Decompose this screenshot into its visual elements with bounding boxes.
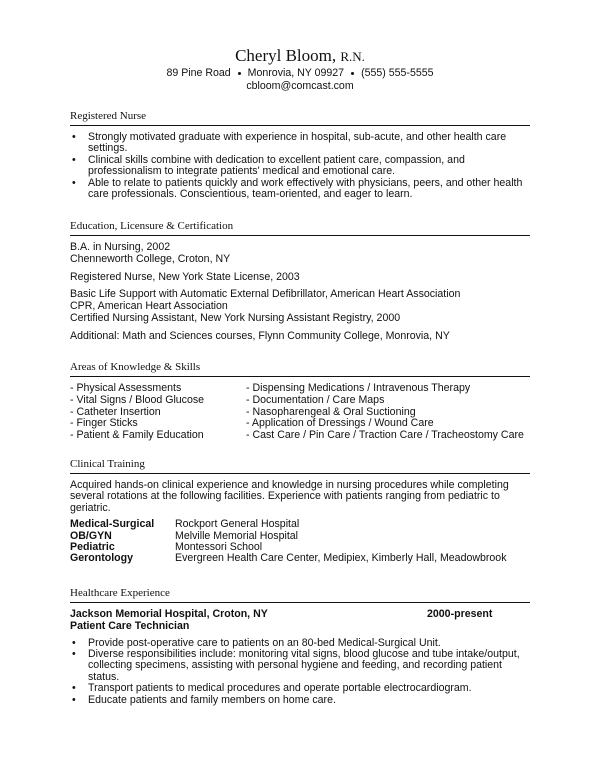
phone: (555) 555-5555: [361, 67, 434, 79]
training-row: [70, 553, 530, 564]
skill-item: - Dispensing Medications / Intravenous Therapy: [246, 382, 471, 394]
section-title: Education, Licensure & Certification: [70, 220, 530, 236]
rotation-facility: Montessori School: [175, 541, 263, 554]
training-row: [70, 519, 530, 530]
certification: Certified Nursing Assistant, New York Nursing Assistant Registry, 2000: [70, 311, 401, 324]
contact-line: [0, 67, 600, 80]
name-text: Cheryl Bloom,: [235, 46, 337, 65]
rotation-facility: Evergreen Health Care Center, Medipiex, Kimberly Hall, Meadowbrook: [175, 552, 507, 565]
credential: R.N.: [340, 49, 365, 64]
skill-item: - Nasopharengeal & Oral Suctioning: [246, 405, 416, 418]
bullet-separator: [238, 72, 241, 75]
list-item: • Strongly motivated graduate with experience in hospital, sub-acute, and other health care settings.: [70, 132, 530, 155]
rotation-label: Medical-Surgical: [70, 518, 155, 531]
skill-item: - Physical Assessments: [70, 382, 182, 394]
skill-item: - Cast Care / Pin Care / Traction Care / Tracheostomy Care: [246, 429, 524, 442]
job-dates: 2000-present: [427, 608, 493, 620]
license: Registered Nurse, New York State License, 2003: [70, 270, 300, 283]
certification: Basic Life Support with Automatic External Defibrillator, American Heart Association: [70, 288, 461, 301]
section-title: Clinical Training: [70, 458, 530, 474]
section-title: Areas of Knowledge & Skills: [70, 361, 530, 377]
skill-item: - Application of Dressings / Wound Care: [246, 417, 434, 430]
section-title: Healthcare Experience: [70, 587, 530, 603]
skills-section: [70, 361, 530, 442]
list-item: • Educate patients and family members on home care.: [70, 695, 530, 706]
experience-list: [70, 638, 530, 706]
summary-list: [70, 132, 530, 200]
degree: B.A. in Nursing, 2002: [70, 241, 171, 253]
skill-item: - Finger Sticks: [70, 417, 138, 430]
list-item: • Transport patients to medical procedures and operate portable electrocardiogram.: [70, 683, 530, 694]
rotation-label: OB/GYN: [70, 529, 112, 542]
resume-header: [0, 46, 600, 93]
rotation-facility: Melville Memorial Hospital: [175, 529, 299, 542]
list-item: • Diverse responsibilities include: monitoring vital signs, blood glucose and tube intake/output, collecting specimens, assisting with personal hygiene and feeding, and recording patient status.: [70, 649, 530, 683]
rotation-facility: Rockport General Hospital: [175, 518, 300, 531]
skills-right-column: [246, 383, 530, 442]
skill-item: - Catheter Insertion: [70, 405, 161, 418]
list-item: • Provide post-operative care to patients on an 80-bed Medical-Surgical Unit.: [70, 638, 530, 649]
skill-item: - Vital Signs / Blood Glucose: [70, 393, 205, 406]
skills-columns: [70, 383, 530, 442]
college: Chenneworth College, Croton, NY: [70, 252, 231, 265]
skill-item: - Patient & Family Education: [70, 429, 204, 442]
summary-section: [70, 110, 530, 200]
list-item: • Clinical skills combine with dedication to excellent patient care, compassion, and professionalism to integrate patients' medical and emotional care.: [70, 155, 530, 178]
rotation-label: Pediatric: [70, 541, 115, 554]
job-title: Patient Care Technician: [70, 619, 190, 632]
training-intro: Acquired hands-on clinical experience and knowledge in nursing procedures while completing several rotations at the following facilities. Experience with patients ranging from pediatric to geriatric.: [70, 479, 509, 514]
address: 89 Pine Road: [166, 67, 231, 79]
experience-section: [70, 587, 530, 706]
skills-left-column: [70, 383, 246, 442]
certification: CPR, American Heart Association: [70, 300, 228, 313]
list-item: • Able to relate to patients quickly and work effectively with physicians, peers, and other health care professionals. Conscientious, team-oriented, and eager to learn.: [70, 178, 530, 201]
additional-courses: Additional: Math and Sciences courses, Flynn Community College, Monrovia, NY: [70, 329, 450, 342]
education-section: [70, 220, 530, 343]
section-title: Registered Nurse: [70, 110, 530, 126]
candidate-name: [0, 46, 600, 67]
bullet-separator: [351, 72, 354, 75]
skill-item: - Documentation / Care Maps: [246, 393, 385, 406]
rotation-label: Gerontology: [70, 552, 133, 565]
email: cbloom@comcast.com: [246, 80, 354, 92]
training-section: [70, 458, 530, 565]
city: Monrovia, NY 09927: [247, 67, 345, 79]
employer: Jackson Memorial Hospital, Croton, NY: [70, 608, 268, 620]
training-row: [70, 531, 530, 542]
